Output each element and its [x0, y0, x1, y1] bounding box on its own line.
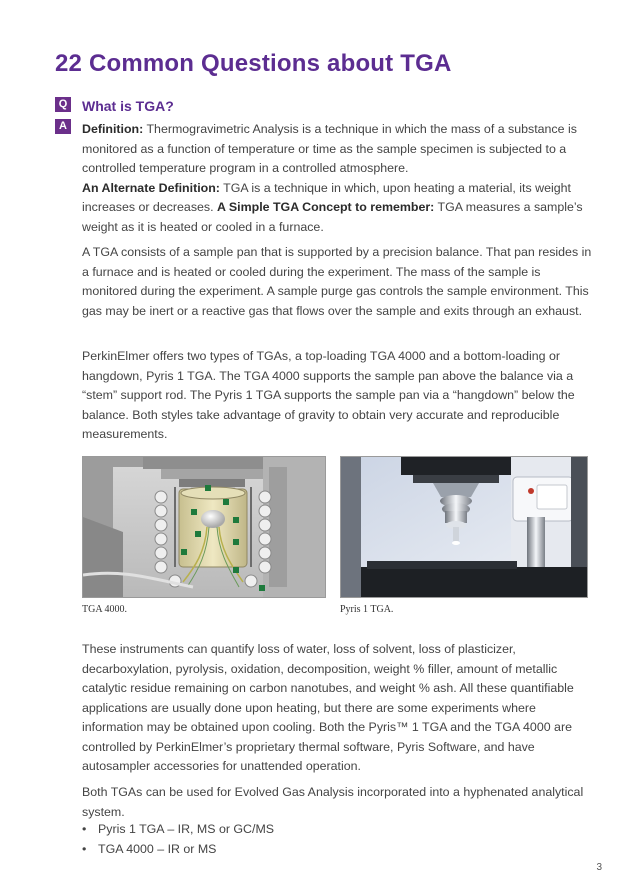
tga-components-paragraph: A TGA consists of a sample pan that is supported by a precision balance. That pan resides in a furnace and is heated or cooled during the experiment. The mass of the sample is monitored during the experiment. A sample purge gas controls the sample environment. This gas may be inert or a reactive gas that flows over the sample and exits through an exhaust.	[82, 245, 592, 318]
definition-text: Thermogravimetric Analysis is a technique in which the mass of a substance is monitored as a function of temperature or time as the sample specimen is subjected to a controlled temperature program in a controlled atmosphere.	[82, 122, 577, 175]
ega-list	[82, 820, 274, 859]
definition-paragraph	[82, 120, 592, 237]
definition-label: Definition:	[82, 122, 144, 136]
question-heading: What is TGA?	[82, 98, 174, 114]
list-item: • Pyris 1 TGA – IR, MS or GC/MS	[82, 820, 274, 840]
alternate-definition-text: TGA is a technique in which, upon heating a material, its weight increases or decreases.	[82, 180, 571, 214]
tga-4000-caption: TGA 4000.	[82, 604, 127, 615]
tga-4000-illustration	[83, 457, 325, 597]
concept-label: A Simple TGA Concept to remember:	[216, 200, 435, 214]
concept-text: TGA measures a sample’s weight as it is heated or cooled in a furnace.	[82, 200, 583, 234]
tga-4000-figure	[82, 456, 326, 598]
pyris-1-tga-illustration	[341, 457, 587, 597]
answer-badge: A	[55, 119, 71, 134]
pyris-1-tga-caption: Pyris 1 TGA.	[340, 604, 394, 615]
applications-paragraph: These instruments can quantify loss of water, loss of solvent, loss of plasticizer, decarboxylation, pyrolysis, oxidation, decomposition, weight % filler, amount of metallic catalytic residue remaining on carbon nanotubes, and weight % ash. All these quantifiable applications are usually done upon heating, but there are some experiments where information may be obtained upon cooling. Both the Pyris™ 1 TGA and the TGA 4000 are controlled by PerkinElmer’s proprietary thermal software, Pyris Software, and have autosampler accessories for unattended operation.	[82, 642, 574, 773]
alternate-definition-label: An Alternate Definition:	[82, 180, 220, 195]
evolved-gas-paragraph: Both TGAs can be used for Evolved Gas Analysis incorporated into a hyphenated analytical system.	[82, 785, 584, 819]
list-item: • TGA 4000 – IR or MS	[82, 840, 274, 860]
question-badge: Q	[55, 97, 71, 112]
page-title: 22 Common Questions about TGA	[55, 50, 452, 77]
page-number: 3	[596, 862, 602, 873]
tga-types-paragraph: PerkinElmer offers two types of TGAs, a top-loading TGA 4000 and a bottom-loading or hangdown, Pyris 1 TGA. The TGA 4000 supports the sample pan above the balance via a “stem” support rod. The Pyris 1 TGA supports the sample pan via a “hangdown” below the balance. Both styles take advantage of gravity to obtain very accurate and reproducible measurements.	[82, 349, 575, 441]
pyris-1-tga-figure	[340, 456, 588, 598]
